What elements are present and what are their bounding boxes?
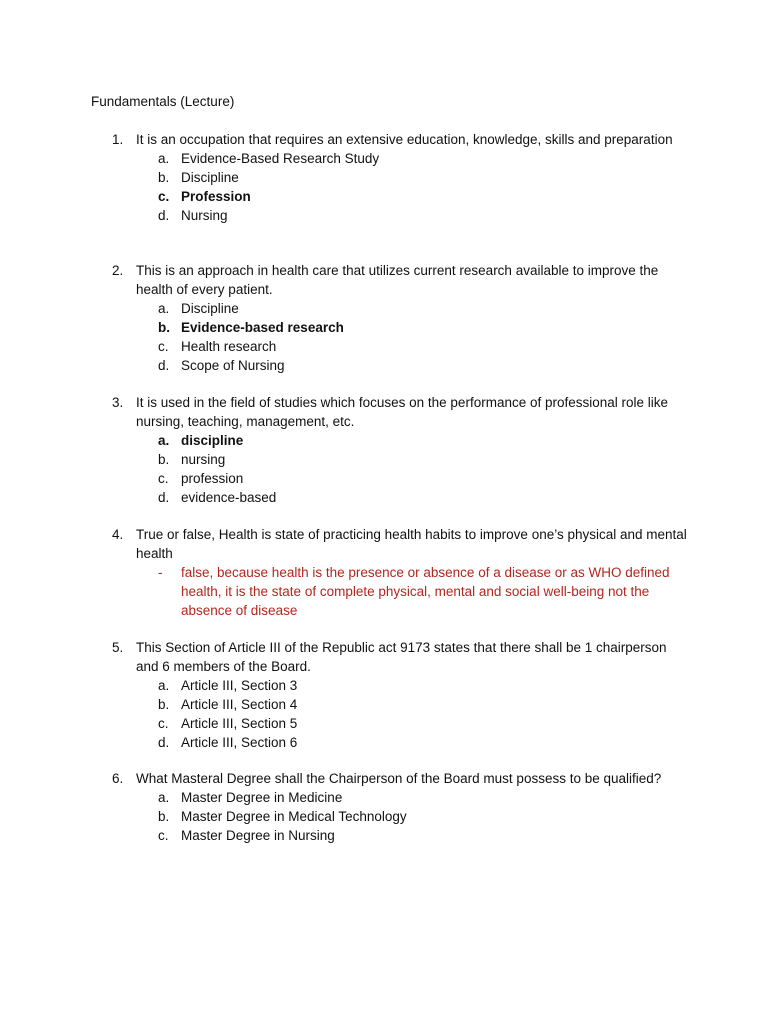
option-text: Article III, Section 5 [181,716,298,731]
option-letter: c. [158,828,169,843]
option-c [112,337,692,356]
option-letter: a. [158,433,170,448]
option-text: Evidence-Based Research Study [181,151,380,166]
question-text: It is used in the field of studies which focuses on the performance of professional role like nursing, teaching, management, etc. [136,395,669,429]
question-text: This Section of Article III of the Republic act 9173 states that there shall be 1 chairperson and 6 members of the Board. [136,640,667,674]
question-1 [112,130,692,225]
option-b [112,168,692,187]
question-text: This is an approach in health care that utilizes current research available to improve the health of every patient. [136,263,659,297]
option-letter: b. [158,170,170,185]
option-text: Discipline [181,170,239,185]
question-number: 6. [112,771,124,786]
option-letter: d. [158,735,170,750]
document-title: Fundamentals (Lecture) [91,94,235,109]
option-text: evidence-based [181,490,277,505]
option-a [112,299,692,318]
question-text: True or false, Health is state of practicing health habits to improve one’s physical and mental health [136,527,687,561]
answer-text: false, because health is the presence or absence of a disease or as WHO defined health, it is the state of complete physical, mental and social well-being not the absence of disease [181,565,670,618]
option-d [112,733,692,752]
question-number: 3. [112,395,124,410]
question-stem [112,769,692,788]
option-text: Article III, Section 4 [181,697,298,712]
question-stem [112,638,692,676]
option-letter: a. [158,151,170,166]
question-stem [112,130,692,149]
option-text: discipline [181,433,244,448]
option-text: Discipline [181,301,239,316]
option-d [112,206,692,225]
option-b [112,450,692,469]
option-c [112,826,692,845]
question-2 [112,261,692,375]
option-letter: a. [158,678,170,693]
option-letter: b. [158,809,170,824]
answer-dash: - [158,565,163,580]
question-5 [112,638,692,752]
option-list [112,299,692,375]
question-text: What Masteral Degree shall the Chairperson of the Board must possess to be qualified? [136,771,662,786]
option-b [112,695,692,714]
option-letter: d. [158,490,170,505]
option-letter: a. [158,301,170,316]
option-list [112,431,692,507]
option-letter: a. [158,790,170,805]
option-b [112,807,692,826]
option-c [112,469,692,488]
option-letter: b. [158,320,170,335]
option-letter: c. [158,471,169,486]
option-letter: c. [158,716,169,731]
option-d [112,356,692,375]
question-6 [112,769,692,845]
option-text: Profession [181,189,251,204]
option-a [112,676,692,695]
option-letter: d. [158,358,170,373]
option-list [112,788,692,845]
option-a [112,149,692,168]
option-text: nursing [181,452,226,467]
option-letter: b. [158,452,170,467]
option-text: Master Degree in Nursing [181,828,335,843]
question-3 [112,393,692,507]
option-a-correct [112,431,692,450]
option-c-correct [112,187,692,206]
option-letter: b. [158,697,170,712]
question-stem [112,393,692,431]
question-stem [112,261,692,299]
option-text: Article III, Section 3 [181,678,298,693]
option-text: Article III, Section 6 [181,735,298,750]
option-letter: d. [158,208,170,223]
question-text: It is an occupation that requires an extensive education, knowledge, skills and preparation [136,132,673,147]
option-text: Nursing [181,208,228,223]
option-b-correct [112,318,692,337]
option-text: Master Degree in Medicine [181,790,343,805]
option-d [112,488,692,507]
option-text: Scope of Nursing [181,358,285,373]
question-number: 1. [112,132,124,147]
option-text: Master Degree in Medical Technology [181,809,407,824]
question-number: 2. [112,263,124,278]
option-c [112,714,692,733]
question-number: 4. [112,527,124,542]
option-text: profession [181,471,244,486]
option-list [112,149,692,225]
question-stem [112,525,692,563]
option-a [112,788,692,807]
option-list [112,676,692,752]
option-letter: c. [158,339,169,354]
answer-explanation [112,563,692,620]
option-letter: c. [158,189,170,204]
option-text: Health research [181,339,277,354]
option-text: Evidence-based research [181,320,344,335]
question-4 [112,525,692,620]
question-number: 5. [112,640,124,655]
